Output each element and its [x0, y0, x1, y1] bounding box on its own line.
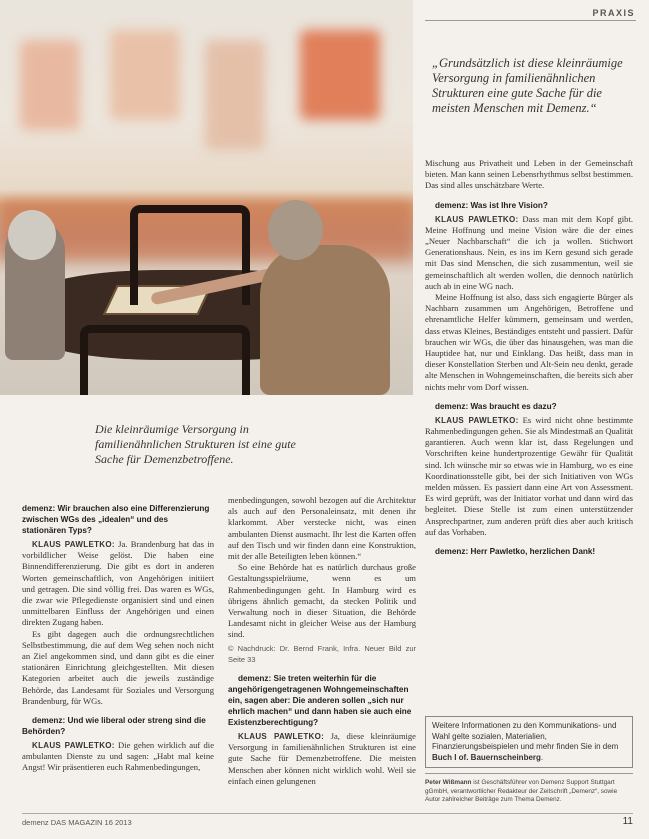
- speaker: KLAUS PAWLETKO:: [32, 741, 115, 751]
- answer: [425, 415, 633, 538]
- answer: [22, 539, 214, 629]
- paragraph: So eine Behörde hat es natürlich durchaus große Gestaltungsspielräume, wenn es um Rahmenbedingungen geht. In Hamburg wird es übrigens ähnlich gemacht, da stecken Politik und Verwaltung noch in dieser Situation, die Behörde Landesamt nicht in gleicher Weise aus der Hamburg sind.: [228, 562, 416, 640]
- answer-text: Die gehen wirklich auf die ambulanten Dienste zu und sagen: „Habt mal keine Angst! Wir präsentieren euch Rahmenbedingungen,: [22, 740, 215, 773]
- info-link[interactable]: Buch I of. Bauernscheinberg: [432, 752, 541, 762]
- info-tail: .: [540, 752, 544, 762]
- answer: [228, 731, 416, 787]
- question: demenz: Was braucht es dazu?: [435, 401, 557, 411]
- question: demenz: Was ist Ihre Vision?: [435, 200, 548, 210]
- answer-text: Dass man mit dem Kopf gibt. Meine Hoffnung und meine Vision wäre die der eines „Neuer Nachbarschaft“ die ich ja wollen. Stichwort Generationshaus. Nein, es ins im Kern gesund sich gerade mit Das sind Menschen, die sich zusammentun, weil sie gemeinschaftlich alt werden wollen, die dennoch natürlich auch ab in eine WG nach.: [425, 213, 633, 291]
- person-right: [260, 245, 390, 395]
- question: demenz: Wir brauchen also eine Differenzierung zwischen WGs des „idealen“ und des stationären Typs?: [22, 504, 210, 535]
- question: demenz: Sie treten weiterhin für die angehörigengetragenen Wohngemeinschaften ein, sagen aber: Die anderen sollen „sich nur ehrlich machen“ und dann haben sie auch eine Existenzberechtigung?: [228, 674, 412, 728]
- speaker: KLAUS PAWLETKO:: [435, 214, 519, 224]
- publication-footer: demenz DAS MAGAZIN 16 2013: [22, 818, 132, 827]
- answer-text: Ja. Brandenburg hat das in vorbildlicher Weise gelöst. Die haben eine Binnendifferenzierung. Die gibt es dort in anderen Worten gemeinschaftlich, von Angehörigen initiiert und getragen. Die sind völlig frei. Das waren es WGs, die zwar wie Pflegedienste organisiert sind und einen unmittelbaren Einfluss der Angehörigen und einen direkten Zugang haben.: [22, 539, 214, 628]
- photo-caption: Die kleinräumige Versorgung in familienähnlichen Strukturen ist eine gute Sache für Demenzbetroffene.: [95, 422, 296, 466]
- author-note: [425, 779, 633, 805]
- speaker: KLAUS PAWLETKO:: [435, 415, 519, 425]
- info-box: [425, 716, 633, 768]
- footer-rule: [22, 813, 633, 814]
- column-2: [228, 495, 416, 787]
- footnote-rule: [425, 773, 633, 774]
- person-right-head: [268, 200, 323, 260]
- question: demenz: Und wie liberal oder streng sind die Behörden?: [22, 716, 206, 737]
- header-rule: [425, 20, 636, 21]
- info-text: Weitere Informationen zu den Kommunikations- und Wahl gelte sozialen, Materialien, Finanzierungsbeispielen und mehr finden Sie in dem: [432, 721, 619, 751]
- speaker: KLAUS PAWLETKO:: [238, 732, 325, 742]
- column-3: [425, 158, 633, 560]
- section-label: PRAXIS: [592, 8, 635, 18]
- closing-line: demenz: Herr Pawletko, herzlichen Dank!: [435, 547, 596, 557]
- answer-paragraph: Meine Hoffnung ist also, dass sich engagierte Bürger als Nachbarn zusammen um Angehörigen, Betroffene und ehrenamtliche Helfer kümmern, gemeinsam und werden, dass etwas Kleines, Beständiges entsteht und passiert. Dafür brauchen wir WGs, die über das hinausgehen, was man die Hauptidee hat, nur und Einklang. Das heißt, dass man in dieser Konstellation Sterben und Alt-Sein neu denkt, gerade alte Menschen in Wohngemeinschaften, die bereits sich aber nichts mehr vom Dorf wissen.: [425, 292, 633, 392]
- answer: [425, 214, 633, 292]
- column-1: [22, 495, 214, 774]
- answer-paragraph: Es gibt dagegen auch die ordnungsrechtlichen Selbstbestimmung, die auf dem Weg sehen noch nicht an Ziel angekommen sind, und dann gibt es die einer stationären Einrichtung gleichgestellten. Mit diesen Kategorien arbeitet auch die jeweils zuständige Behörde, das Landesamt für Soziales und Versorgung Brandenburg, für WGs.: [22, 628, 214, 706]
- answer-text: Es wird nicht ohne bestimmte Rahmenbedingungen gehen. Sie als Mindestmaß an Qualität garantieren. Auch wenn klar ist, dass Regelungen und Vorschriften keine hundertprozentige Gewähr für Qualität sind. Ich wünsche mir so etwas wie in Hamburg, wo es eine Koordinationsstelle gibt, bei der sich Initiativen von WGs melden müssen. Es passiert dann eine Art von Assessment. Es wird geprüft, was der Initiator vorhat und dann wird das begleitet. Diese Stelle ist zum einen unterstützender Ansprechpartner, zum anderen prüft dies aber auch kritisch auf das Vorhaben.: [425, 414, 633, 537]
- page-number: 11: [622, 816, 633, 827]
- speaker: KLAUS PAWLETKO:: [32, 540, 115, 549]
- photo-credit: © Nachdruck: Dr. Bernd Frank, Infra. Neuer Bild zur Seite 33: [228, 643, 416, 664]
- author-name: Peter Wißmann: [425, 779, 472, 786]
- article-photo: [0, 0, 413, 395]
- person-left-head: [8, 210, 56, 260]
- pull-quote: „Grundsätzlich ist diese kleinräumige Versorgung in familienähnlichen Strukturen eine gute Sache für die meisten Menschen mit Demenz.“: [432, 56, 623, 115]
- answer-text: Ja, diese kleinräumige Versorgung in familienähnlichen Strukturen ist eine gute Sache für Demenzbetroffene. Die meisten Menschen aber können nicht wirklich wohl. Weil sie einfach einen gelungenen: [228, 731, 416, 786]
- author-bio: ist Geschäftsführer von Demenz Support Stuttgart gGmbH, verantwortlicher Redakteur der Zeitschrift „Demenz“, sowie Autor zahlreicher Beiträge zum Thema Demenz.: [425, 779, 618, 803]
- paragraph: Mischung aus Privatheit und Leben in der Gemeinschaft bieten. Man kann seinen Lebensrhythmus selbst bestimmen. Das sind alles unschätzbare Werte.: [425, 158, 633, 191]
- paragraph: menbedingungen, sowohl bezogen auf die Architektur als auch auf den Personaleinsatz, mit denen ihr klarkommt. Aber verstecke nicht, was einen ambulanten Dienst ausmacht. Ihr lest die Karten offen auf den Tisch und wir finden dann eine Konstruktion, mit der alle Beteiligten leben können.“: [228, 495, 416, 562]
- chair-front: [80, 325, 250, 395]
- answer: [22, 740, 214, 774]
